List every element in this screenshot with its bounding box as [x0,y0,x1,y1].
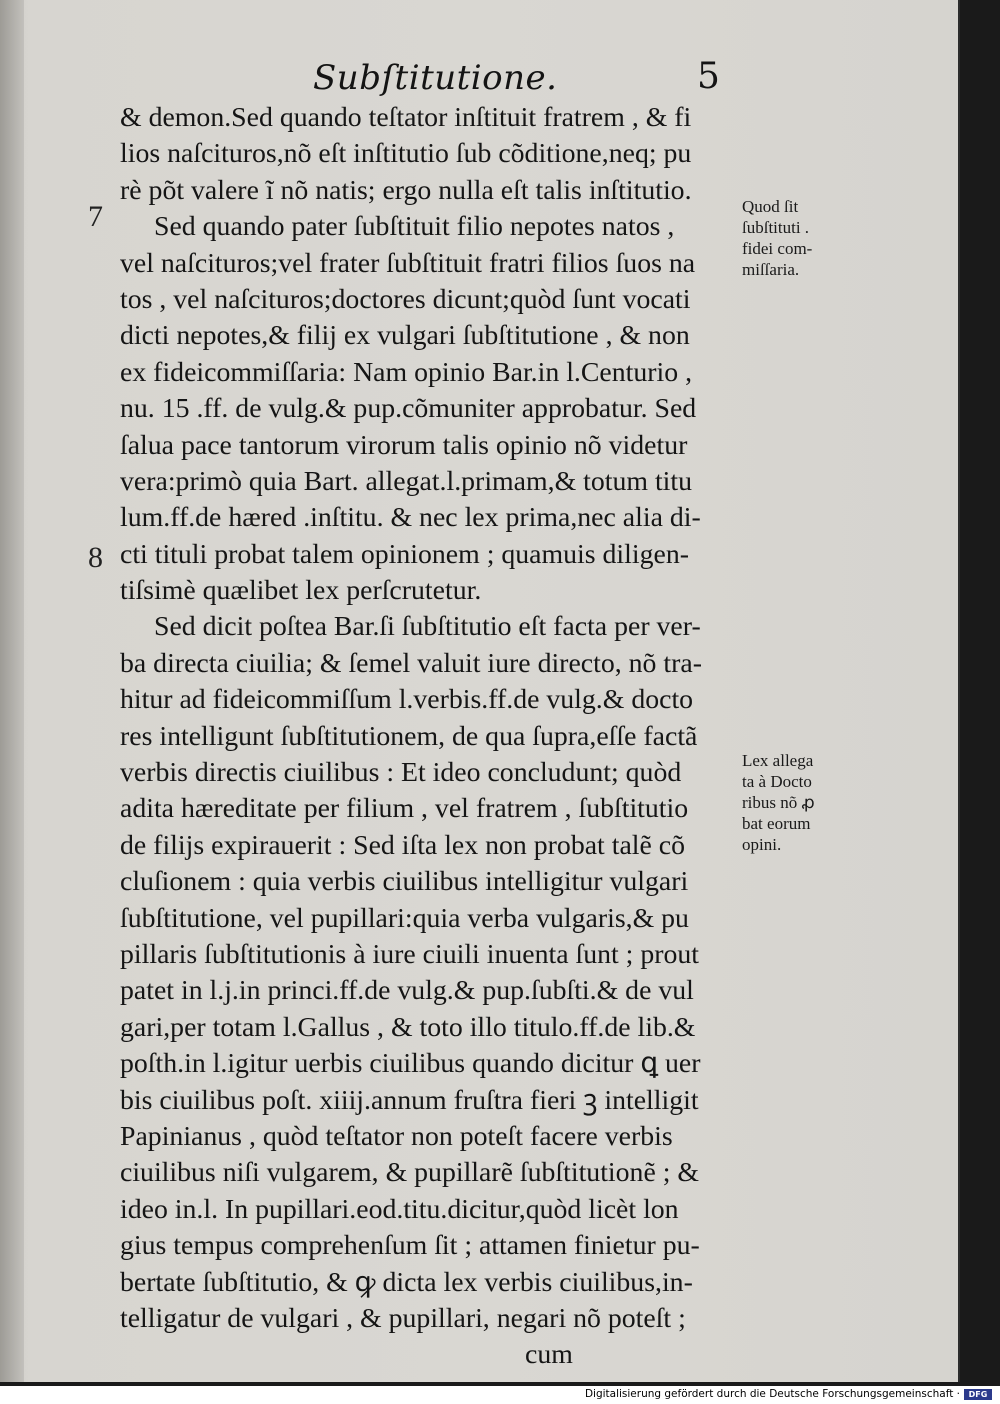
text-line: ſalua pace tantorum virorum talis opinio nõ videtur [120,429,688,461]
text-line: cluſionem : quia verbis ciuilibus intelligitur vulgari [120,866,689,898]
marginal-note-line: miſſaria. [742,260,800,279]
text-line: bertate ſubſtitutio, & ꝙ dicta lex verbis ciuilibus,in- [120,1266,693,1298]
text-line: ex fideicommiſſaria: Nam opinio Bar.in l.Centurio , [120,356,693,388]
text-line: poſth.in l.igitur uerbis ciuilibus quando dicitur ꝗ uer [120,1048,701,1080]
text-line: gius tempus comprehenſum ſit ; attamen finietur pu- [120,1230,700,1262]
text-line: telligatur de vulgari , & pupillari, negari nõ poteſt ; [120,1302,686,1334]
text-line: patet in l.j.in princi.ff.de vulg.& pup.ſubſti.& de vul [120,975,694,1007]
text-line: Sed quando pater ſubſtituit filio nepotes natos , [154,211,675,243]
text-line: cum [525,1339,573,1371]
marginal-note-line: fidei com- [742,239,813,258]
text-line: cti tituli probat talem opinionem ; quamuis diligen- [120,538,689,570]
text-line: de filijs expirauerit : Sed iſta lex non probat talẽ cõ [120,829,686,861]
marginal-note-line: ta à Docto [742,772,812,791]
running-head [305,58,725,102]
text-line: ideo in.l. In pupillari.eod.titu.dicitur,quòd licèt lon [120,1193,679,1225]
text-line: hitur ad fideicommiſſum l.verbis.ff.de vulg.& docto [120,684,694,716]
digitization-footer [0,1386,1000,1404]
text-line: lios naſcituros,nõ eſt inſtitutio ſub cõditione,neq; pu [120,138,692,170]
text-line: bis ciuilibus poſt. xiiij.annum fruſtra fieri ꝫ intelligit [120,1084,699,1116]
text-line: ciuilibus niſi vulgarem, & pupillarẽ ſubſtitutionẽ ; & [120,1157,700,1189]
footer-credit: Digitalisierung gefördert durch die Deutsche Forschungsgemeinschaft · [584,1388,960,1400]
text-line: & demon.Sed quando teſtator inſtituit fratrem , & fi [120,102,692,133]
paragraph-number-7: 7 [88,200,103,233]
text-line: res intelligunt ſubſtitutionem, de qua ſupra,eſſe factã [120,720,698,752]
marginal-note-line: Lex allega [742,751,814,770]
text-line: rè põt valere ĩ nõ natis; ergo nulla eſt talis inſtitutio. [120,174,692,206]
marginal-note-line: opini. [742,835,782,854]
text-line: dicti nepotes,& filij ex vulgari ſubſtitutione , & non [120,320,690,352]
text-line: tiſsimè quælibet lex perſcrutetur. [120,575,482,607]
text-line: gari,per totam l.Gallus , & toto illo titulo.ff.de lib.& [120,1011,696,1043]
paragraph-number-8: 8 [88,541,103,574]
text-line: Sed dicit poſtea Bar.ſi ſubſtitutio eſt facta per ver- [154,611,701,643]
running-title: Subſtitutione. [313,58,558,98]
text-line: lum.ff.de hæred .inſtitu. & nec lex prima,nec alia di- [120,502,701,534]
marginal-note-line: ſubſtituti . [742,218,810,237]
marginal-note-line: bat eorum [742,814,811,833]
text-line: ſubſtitutione, vel pupillari:quia verba vulgaris,& pu [120,902,689,934]
text-line: adita hæreditate per filium , vel fratrem , ſubſtitutio [120,793,689,825]
text-line: verbis directis ciuilibus : Et ideo concludunt; quòd [120,757,682,789]
dfg-logo: DFG [964,1389,992,1400]
marginal-note-1 [742,196,847,280]
text-line: pillaris ſubſtitutionis à iure ciuili inuenta ſunt ; prout [120,938,700,970]
main-text [120,100,740,1374]
text-line: tos , vel naſcituros;doctores dicunt;quòd ſunt vocati [120,283,691,315]
marginal-note-line: ribus nõ ꝓ [742,793,815,812]
marginal-note-2 [742,750,847,855]
text-line: Papinianus , quòd teſtator non poteſt facere verbis [120,1120,673,1152]
marginal-note-line: Quod ſit [742,197,799,216]
text-line: vel naſcituros;vel frater ſubſtituit fratri filios ſuos na [120,247,696,279]
page-number: 5 [697,56,720,97]
text-line: nu. 15 .ff. de vulg.& pup.cõmuniter approbatur. Sed [120,393,697,425]
text-line: vera:primò quia Bart. allegat.l.primam,& totum titu [120,465,693,497]
text-line: ba directa ciuilia; & ſemel valuit iure directo, nõ tra- [120,647,702,679]
